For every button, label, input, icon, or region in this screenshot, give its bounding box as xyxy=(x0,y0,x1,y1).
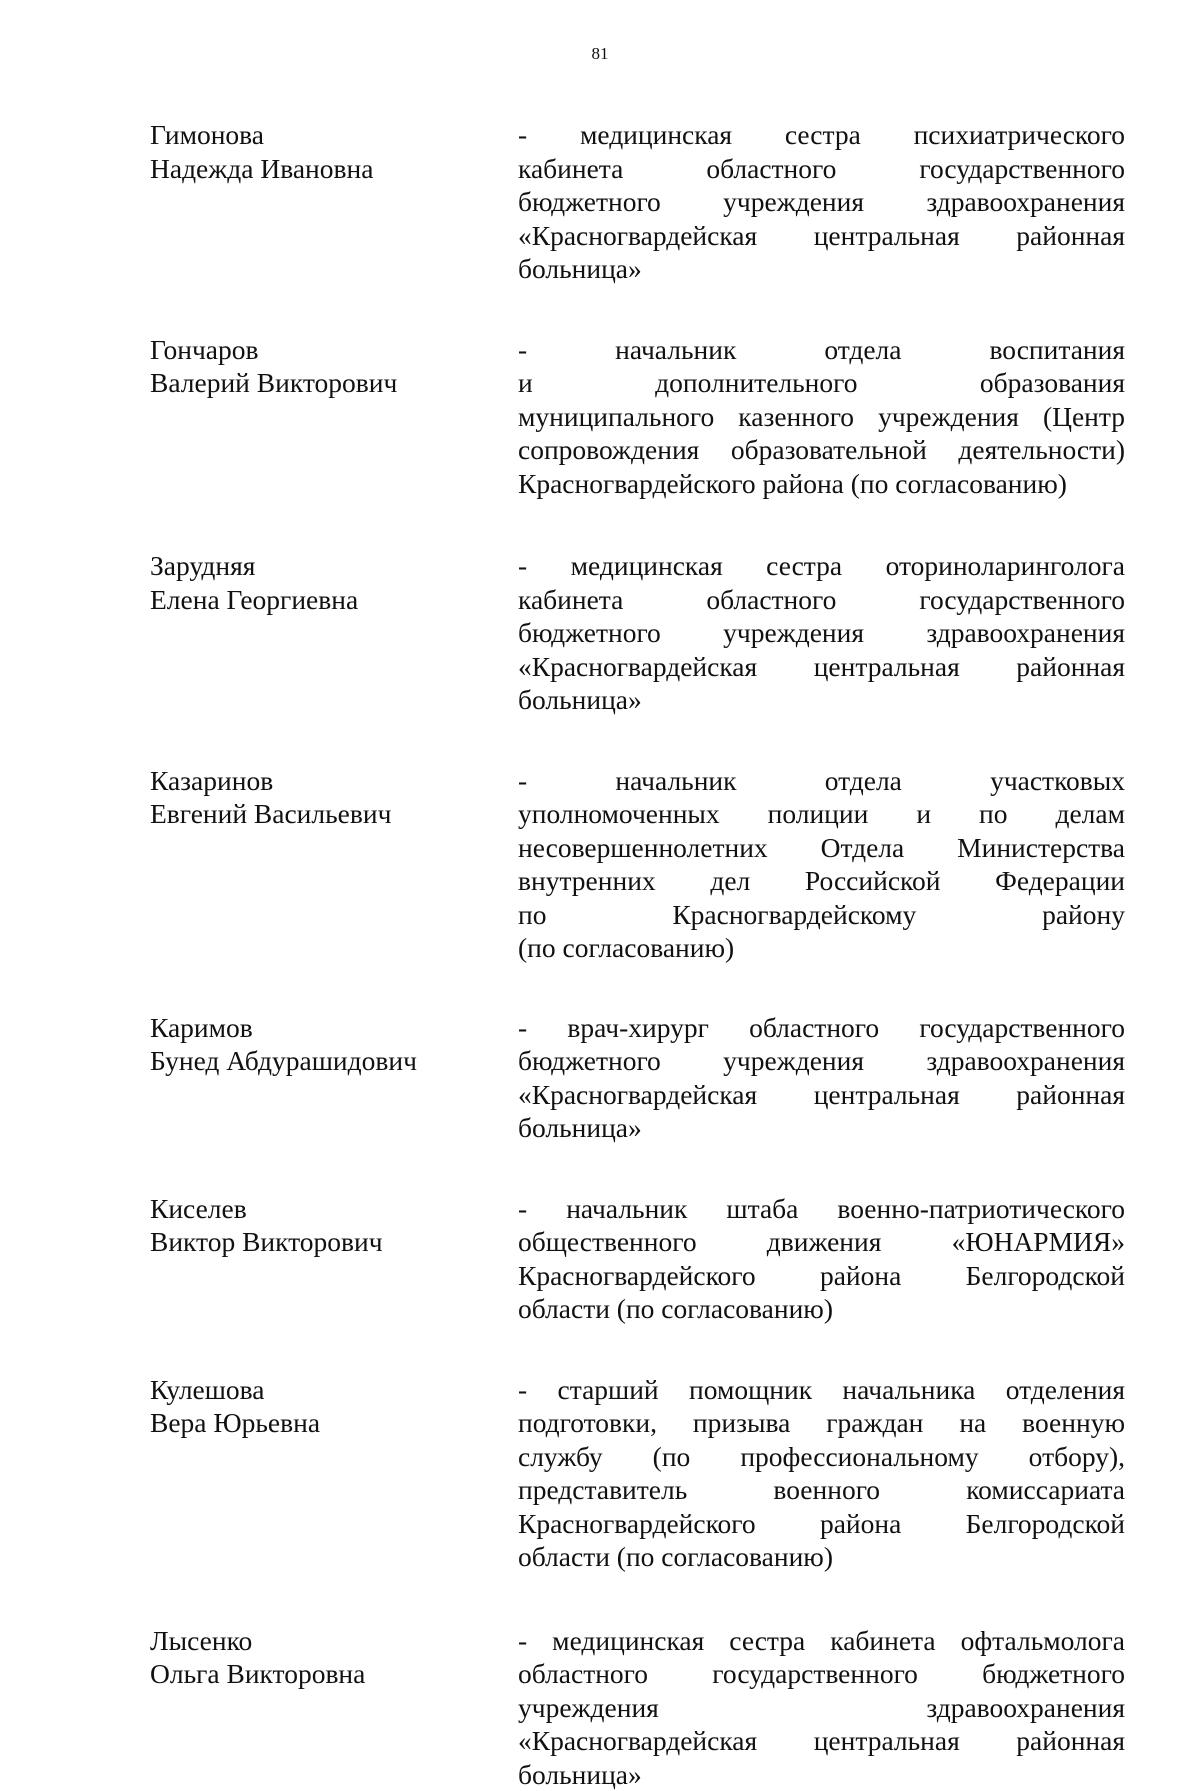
position-line: службу (по профессиональному отбору), xyxy=(518,1440,1125,1474)
member-position xyxy=(518,1192,1125,1326)
position-line: Красногвардейского района Белгородской xyxy=(518,1507,1125,1541)
member-entry xyxy=(150,764,1125,965)
member-surname: Гончаров xyxy=(150,333,518,367)
member-given-names: Ольга Викторовна xyxy=(150,1657,518,1691)
member-position xyxy=(518,549,1125,717)
member-surname: Каримов xyxy=(150,1011,518,1045)
position-line: Красногвардейского района Белгородской xyxy=(518,1259,1125,1293)
position-line: - медицинская сестра кабинета офтальмолога xyxy=(518,1624,1125,1658)
member-surname: Лысенко xyxy=(150,1624,518,1658)
position-line: бюджетного учреждения здравоохранения xyxy=(518,616,1125,650)
position-line: представитель военного комиссариата xyxy=(518,1473,1125,1507)
position-line: - медицинская сестра оториноларинголога xyxy=(518,549,1125,583)
position-line: сопровождения образовательной деятельности) xyxy=(518,433,1125,467)
member-entry xyxy=(150,1011,1125,1145)
member-entry xyxy=(150,549,1125,717)
position-line: областного государственного бюджетного xyxy=(518,1657,1125,1691)
member-position xyxy=(518,118,1125,286)
member-name xyxy=(150,118,518,185)
member-entry xyxy=(150,1192,1125,1326)
position-line: внутренних дел Российской Федерации xyxy=(518,864,1125,898)
member-entry xyxy=(150,1624,1125,1791)
member-surname: Казаринов xyxy=(150,764,518,798)
position-line: кабинета областного государственного xyxy=(518,583,1125,617)
position-line: Красногвардейского района (по согласованию) xyxy=(518,467,1125,501)
position-line: больница» xyxy=(518,1111,1125,1145)
position-line: «Красногвардейская центральная районная xyxy=(518,1724,1125,1758)
page-number: 81 xyxy=(0,44,1200,64)
position-line: больница» xyxy=(518,252,1125,286)
position-line: больница» xyxy=(518,683,1125,717)
member-position xyxy=(518,1624,1125,1791)
member-name xyxy=(150,333,518,400)
position-line: муниципального казенного учреждения (Центр xyxy=(518,400,1125,434)
member-name xyxy=(150,1011,518,1078)
position-line: бюджетного учреждения здравоохранения xyxy=(518,1044,1125,1078)
member-given-names: Бунед Абдурашидович xyxy=(150,1044,518,1078)
position-line: подготовки, призыва граждан на военную xyxy=(518,1406,1125,1440)
member-surname: Зарудняя xyxy=(150,549,518,583)
position-line: кабинета областного государственного xyxy=(518,152,1125,186)
member-given-names: Виктор Викторович xyxy=(150,1225,518,1259)
member-given-names: Евгений Васильевич xyxy=(150,797,518,831)
position-line: - медицинская сестра психиатрического xyxy=(518,118,1125,152)
position-line: «Красногвардейская центральная районная xyxy=(518,650,1125,684)
member-name xyxy=(150,764,518,831)
member-given-names: Надежда Ивановна xyxy=(150,152,518,186)
position-line: по Красногвардейскому району xyxy=(518,898,1125,932)
member-surname: Гимонова xyxy=(150,118,518,152)
position-line: общественного движения «ЮНАРМИЯ» xyxy=(518,1225,1125,1259)
position-line: - врач-хирург областного государственного xyxy=(518,1011,1125,1045)
position-line: уполномоченных полиции и по делам xyxy=(518,797,1125,831)
member-entry xyxy=(150,333,1125,501)
member-name xyxy=(150,1373,518,1440)
member-surname: Киселев xyxy=(150,1192,518,1226)
member-given-names: Елена Георгиевна xyxy=(150,583,518,617)
member-name xyxy=(150,1624,518,1691)
position-line: больница» xyxy=(518,1758,1125,1791)
member-name xyxy=(150,1192,518,1259)
position-line: области (по согласованию) xyxy=(518,1292,1125,1326)
member-given-names: Валерий Викторович xyxy=(150,366,518,400)
position-line: области (по согласованию) xyxy=(518,1540,1125,1574)
member-entry xyxy=(150,1373,1125,1574)
member-name xyxy=(150,549,518,616)
member-given-names: Вера Юрьевна xyxy=(150,1406,518,1440)
position-line: и дополнительного образования xyxy=(518,366,1125,400)
position-line: учреждения здравоохранения xyxy=(518,1691,1125,1725)
position-line: «Красногвардейская центральная районная xyxy=(518,1078,1125,1112)
member-position xyxy=(518,1011,1125,1145)
member-position xyxy=(518,333,1125,501)
member-position xyxy=(518,764,1125,965)
member-entry xyxy=(150,118,1125,286)
position-line: - начальник штаба военно-патриотического xyxy=(518,1192,1125,1226)
position-line: - начальник отдела участковых xyxy=(518,764,1125,798)
position-line: «Красногвардейская центральная районная xyxy=(518,219,1125,253)
member-position xyxy=(518,1373,1125,1574)
position-line: - старший помощник начальника отделения xyxy=(518,1373,1125,1407)
position-line: бюджетного учреждения здравоохранения xyxy=(518,185,1125,219)
position-line: - начальник отдела воспитания xyxy=(518,333,1125,367)
member-surname: Кулешова xyxy=(150,1373,518,1407)
position-line: (по согласованию) xyxy=(518,931,1125,965)
position-line: несовершеннолетних Отдела Министерства xyxy=(518,831,1125,865)
member-list xyxy=(150,118,1125,1791)
